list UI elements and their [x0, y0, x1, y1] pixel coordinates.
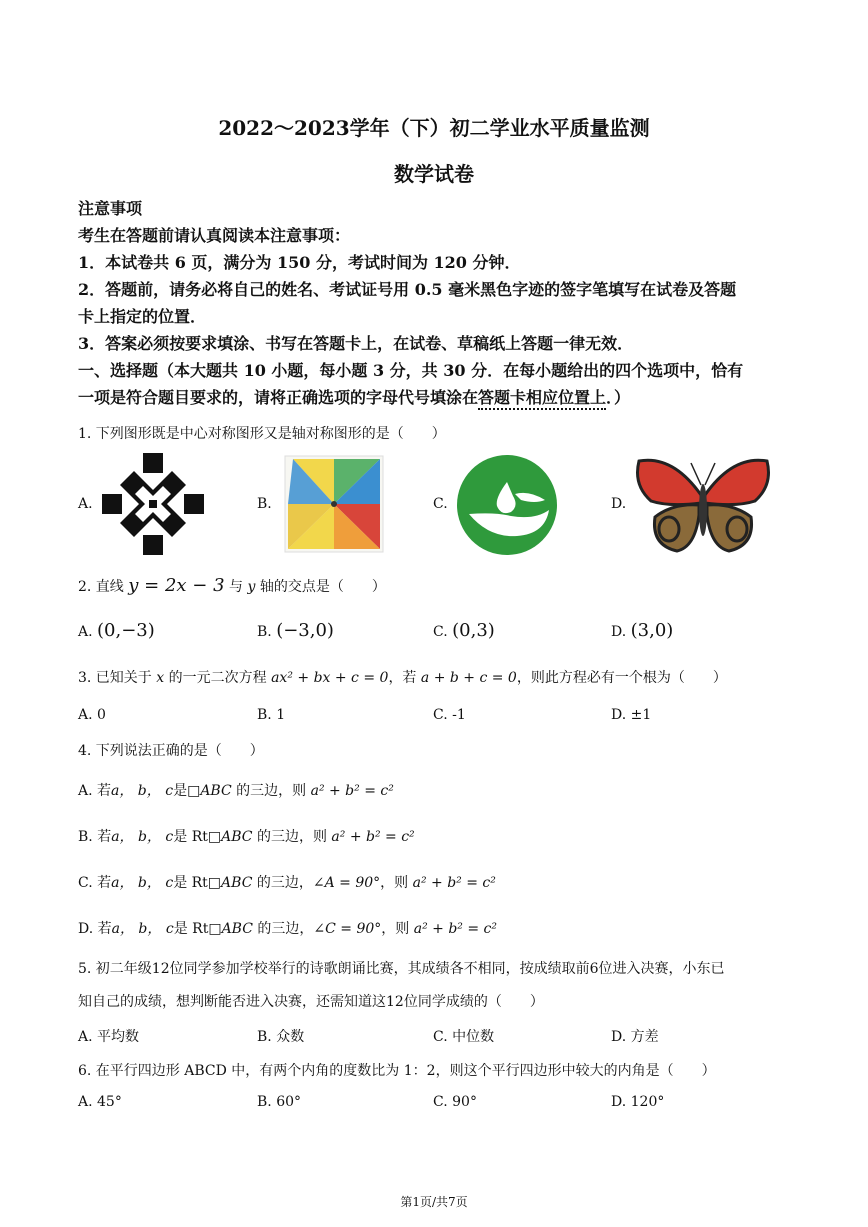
- q1-option-a-label: A.: [78, 496, 93, 512]
- q6-option-a: A. 45°: [78, 1094, 122, 1110]
- q3-option-d: D. ±1: [611, 707, 652, 723]
- q1-option-d-label: D.: [611, 496, 627, 512]
- q3-option-b: B. 1: [257, 707, 286, 723]
- notice-heading: 注意事项: [78, 199, 143, 218]
- q4-option-a: A. 若a， b， c是□ABC 的三边，则 a² + b² = c²: [78, 783, 394, 799]
- pinwheel-icon: [283, 454, 385, 554]
- q5-text-line2: 知自己的成绩，想判断能否进入决赛，还需知道这12位同学成绩的（ ）: [78, 994, 544, 1010]
- notice-item-1: 1．本试卷共 6 页，满分为 150 分，考试时间为 120 分钟．: [78, 253, 521, 272]
- q3-equation: ax² + bx + c = 0: [271, 670, 389, 686]
- q3-condition: a + b + c = 0: [420, 670, 517, 686]
- q1-text: 1. 下列图形既是中心对称图形又是轴对称图形的是（ ）: [78, 426, 446, 442]
- q4-option-d: D. 若a， b， c是 Rt□ABC 的三边，∠C = 90°，则 a² + b² = c²: [78, 921, 497, 937]
- q5-option-d: D. 方差: [611, 1029, 659, 1045]
- page-number: 第1页/共7页: [400, 1195, 468, 1209]
- q3-text: 3. 已知关于 x 的一元二次方程 ax² + bx + c = 0，若 a + b + c = 0，则此方程必有一个根为（ ）: [78, 670, 727, 686]
- q2-option-d: D. (3,0): [611, 620, 674, 641]
- q2-equation: y = 2x − 3: [128, 575, 225, 596]
- q5-option-b: B. 众数: [257, 1029, 305, 1045]
- q6-option-c: C. 90°: [433, 1094, 477, 1110]
- answer-card-emphasis: 答题卡相应位置上: [478, 388, 606, 410]
- q1-option-b-label: B.: [257, 496, 272, 512]
- notice-item-2-line2: 卡上指定的位置．: [78, 307, 207, 326]
- q6-text: 6. 在平行四边形 ABCD 中，有两个内角的度数比为 1：2，则这个平行四边形中较大的内角是（ ）: [78, 1063, 716, 1079]
- q4-option-b: B. 若a， b， c是 Rt□ABC 的三边，则 a² + b² = c²: [78, 829, 415, 845]
- q4-option-c: C. 若a， b， c是 Rt□ABC 的三边，∠A = 90°，则 a² + b² = c²: [78, 875, 496, 891]
- q3-option-c: C. -1: [433, 707, 466, 723]
- q5-text-line1: 5. 初二年级12位同学参加学校举行的诗歌朗诵比赛，其成绩各不相同，按成绩取前6位进入决赛，小东已: [78, 961, 725, 977]
- notice-intro: 考生在答题前请认真阅读本注意事项：: [78, 226, 351, 245]
- notice-item-3: 3．答案必须按要求填涂、书写在答题卡上，在试卷、草稿纸上答题一律无效．: [78, 334, 634, 353]
- green-circle-logo-icon: [455, 454, 559, 556]
- butterfly-icon: [633, 455, 773, 555]
- q2-option-b: B. (−3,0): [257, 620, 334, 641]
- q5-option-a: A. 平均数: [78, 1029, 140, 1045]
- section1-line2: 一项是符合题目要求的，请将正确选项的字母代号填涂在答题卡相应位置上．）: [78, 385, 630, 408]
- exam-title: 2022～2023学年（下）初二学业水平质量监测: [218, 116, 650, 140]
- snowflake-pattern-icon: [100, 451, 206, 557]
- section1-line1: 一、选择题（本大题共 10 小题，每小题 3 分，共 30 分．在每小题给出的四个选项中，恰有: [78, 361, 744, 380]
- q2-option-a: A. (0,−3): [78, 620, 155, 641]
- q6-option-d: D. 120°: [611, 1094, 665, 1110]
- q2-option-c: C. (0,3): [433, 620, 495, 641]
- q3-option-a: A. 0: [78, 707, 106, 723]
- q2-text: 2. 直线 y = 2x − 3 与 y 轴的交点是（ ）: [78, 575, 386, 596]
- q4-text: 4. 下列说法正确的是（ ）: [78, 743, 264, 759]
- q1-option-c-label: C.: [433, 496, 448, 512]
- q5-option-c: C. 中位数: [433, 1029, 495, 1045]
- q6-option-b: B. 60°: [257, 1094, 302, 1110]
- notice-item-2-line1: 2．答题前，请务必将自己的姓名、考试证号用 0.5 毫米黑色字迹的签字笔填写在试卷及答题: [78, 280, 737, 299]
- exam-subtitle: 数学试卷: [394, 162, 474, 186]
